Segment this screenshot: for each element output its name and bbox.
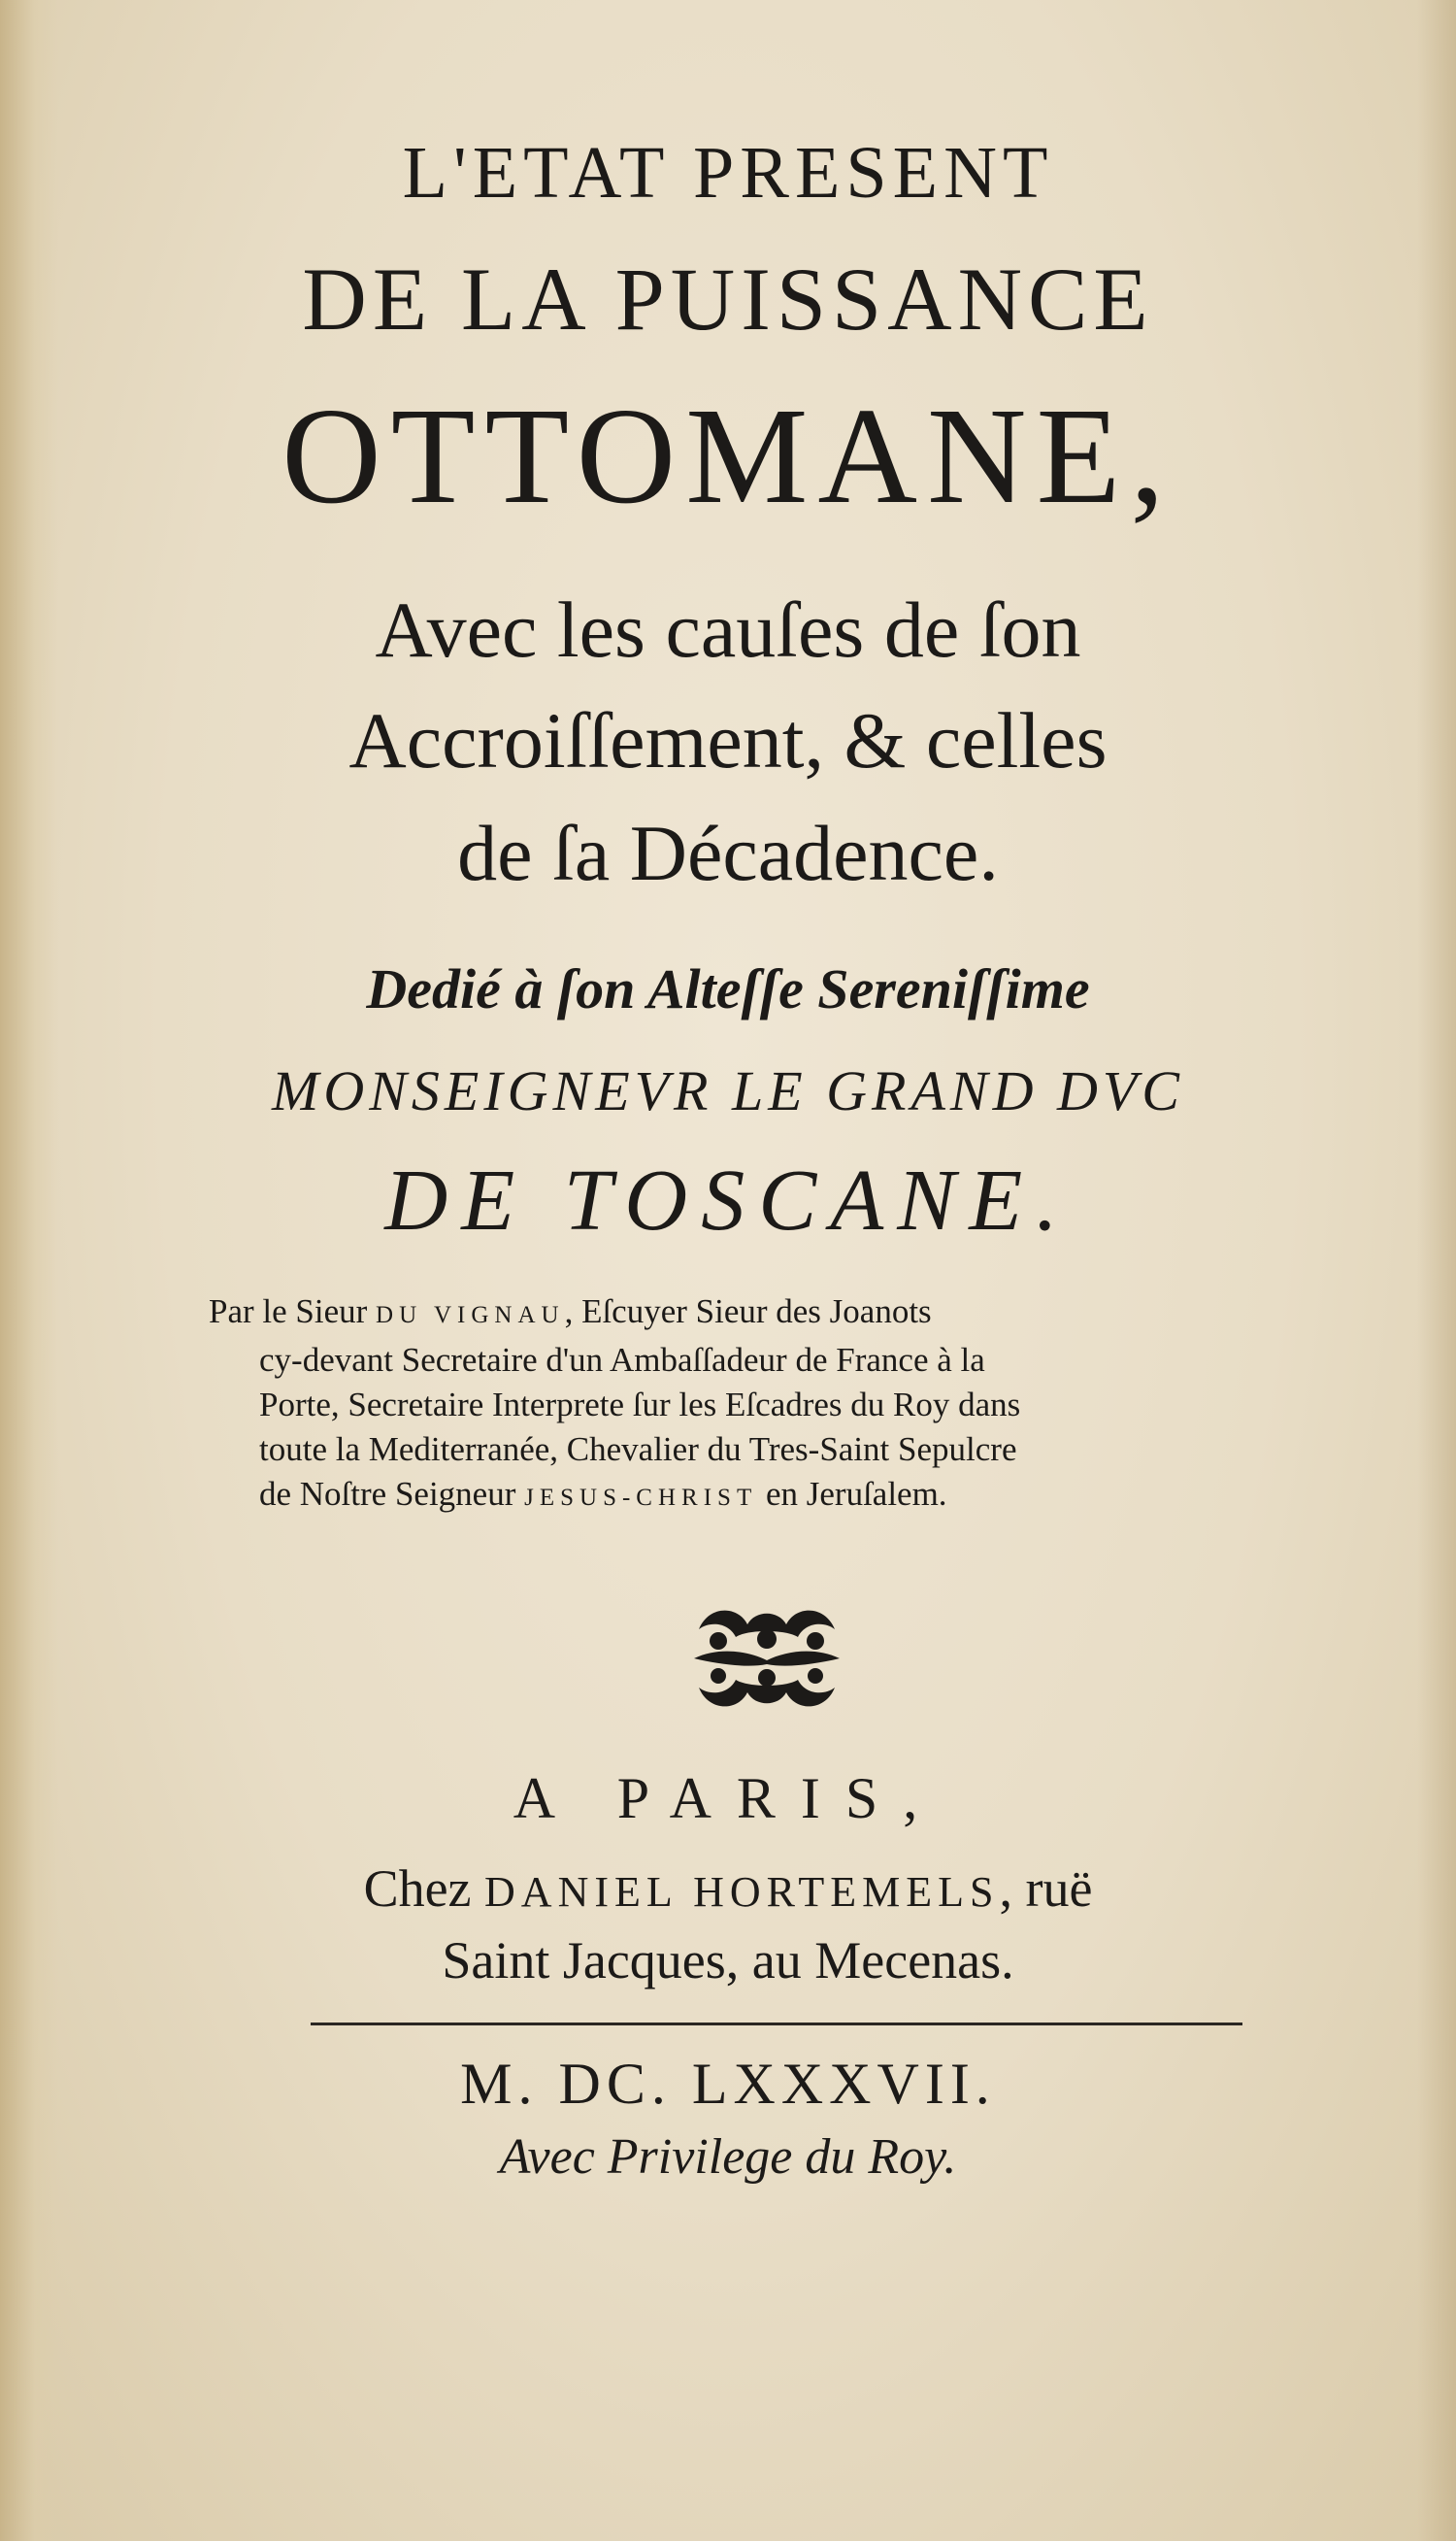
subtitle-line-1: Avec les cauſes de ſon	[375, 585, 1081, 674]
publisher-line-2: Saint Jacques, au Mecenas.	[442, 1931, 1014, 1989]
dedication-line-1: Dedié à ſon Alteſſe Sereniſſime	[366, 957, 1090, 1020]
subtitle-line-3: de ſa Décadence.	[457, 809, 999, 897]
author-line-1: Par le Sieur DU VIGNAU, Eſcuyer Sieur des Joanots	[209, 1292, 932, 1330]
author-line-2: cy-devant Secretaire d'un Ambaſſadeur de France à la	[259, 1341, 985, 1379]
author-line-5: de Noſtre Seigneur JESUS-CHRIST en Jeruſalem.	[259, 1475, 947, 1513]
dedication-line-2: MONSEIGNEVR LE GRAND DVC	[272, 1059, 1184, 1122]
fleuron-ornament-icon	[679, 1600, 854, 1717]
title-line-1: L'ETAT PRESENT	[402, 132, 1054, 214]
imprint-year: M. DC. LXXXVII.	[460, 2052, 996, 2116]
author-line-3: Porte, Secretaire Interprete ſur les Eſcadres du Roy dans	[259, 1386, 1021, 1423]
privilege-line: Avec Privilege du Roy.	[499, 2129, 957, 2185]
dedication-line-3: DE TOSCANE.	[384, 1153, 1072, 1249]
title-line-3: OTTOMANE,	[281, 379, 1175, 532]
publisher-line-1: Chez DANIEL HORTEMELS, ruë	[363, 1859, 1093, 1918]
author-imprint	[209, 1289, 1354, 1521]
author-line-4: toute la Mediterranée, Chevalier du Tres-Saint Sepulcre	[259, 1430, 1017, 1468]
subtitle-line-2: Accroiſſement, & celles	[348, 696, 1108, 785]
divider-rule	[311, 2023, 1242, 2025]
title-line-2: DE LA PUISSANCE	[302, 250, 1154, 349]
imprint-place: A PARIS,	[513, 1766, 943, 1830]
